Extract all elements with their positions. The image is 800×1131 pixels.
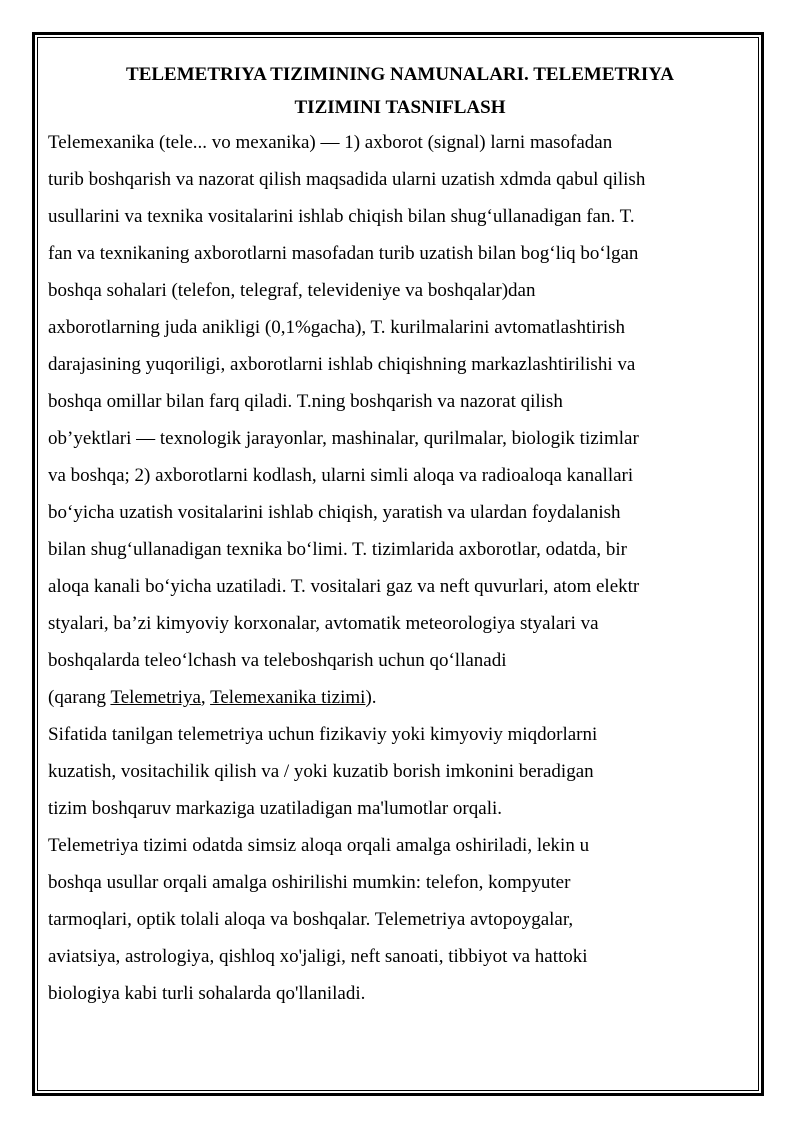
- text-line: boshqa omillar bilan farq qiladi. T.ning boshqarish va nazorat qilish: [48, 391, 563, 412]
- text-line: bilan shug‘ullanadigan texnika bo‘limi. T. tizimlarida axborotlar, odatda, bir: [48, 539, 627, 560]
- text-line: aviatsiya, astrologiya, qishloq xo'jaligi, neft sanoati, tibbiyot va hattoki: [48, 946, 588, 967]
- text-line: ob’yektlari — texnologik jarayonlar, mashinalar, qurilmalar, biologik tizimlar: [48, 428, 639, 449]
- text-line: boshqa sohalari (telefon, telegraf, televideniye va boshqalar)dan: [48, 280, 536, 301]
- title-line-2: TIZIMINI TASNIFLASH: [294, 97, 506, 118]
- title-line-1: TELEMETRIYA TIZIMINING NAMUNALARI. TELEMETRIYA: [126, 64, 674, 85]
- text-line: biologiya kabi turli sohalarda qo'llaniladi.: [48, 983, 366, 1004]
- text-line: boshqa usullar orqali amalga oshirilishi mumkin: telefon, kompyuter: [48, 872, 571, 893]
- reference-separator: ,: [200, 687, 211, 708]
- text-line: usullarini va texnika vositalarini ishlab chiqish bilan shug‘ullanadigan fan. T.: [48, 206, 635, 227]
- paragraph-telemetriya-usage: [48, 827, 752, 1012]
- text-line: tizim boshqaruv markaziga uzatiladigan ma'lumotlar orqali.: [48, 798, 502, 819]
- text-line: bo‘yicha uzatish vositalarini ishlab chiqish, yaratish va ulardan foydalanish: [48, 502, 621, 523]
- document-title: [48, 58, 752, 124]
- paragraph-telemexanika: [48, 124, 752, 716]
- reference-line: [48, 679, 752, 716]
- document-body: [48, 58, 752, 1012]
- text-line: aloqa kanali bo‘yicha uzatiladi. T. vositalari gaz va neft quvurlari, atom elektr: [48, 576, 640, 597]
- text-line: darajasining yuqoriligi, axborotlarni ishlab chiqishning markazlashtirilishi va: [48, 354, 636, 375]
- reference-prefix: (qarang: [48, 687, 111, 708]
- text-line: Sifatida tanilgan telemetriya uchun fizikaviy yoki kimyoviy miqdorlarni: [48, 724, 598, 745]
- reference-suffix: ).: [365, 687, 377, 708]
- text-line: Telemexanika (tele... vo mexanika) — 1) axborot (signal) larni masofadan: [48, 132, 613, 153]
- text-line: fan va texnikaning axborotlarni masofadan turib uzatish bilan bog‘liq bo‘lgan: [48, 243, 639, 264]
- text-line: tarmoqlari, optik tolali aloqa va boshqalar. Telemetriya avtopoygalar,: [48, 909, 574, 930]
- text-line: styalari, ba’zi kimyoviy korxonalar, avtomatik meteorologiya styalari va: [48, 613, 599, 634]
- text-line: turib boshqarish va nazorat qilish maqsadida ularni uzatish xdmda qabul qilish: [48, 169, 646, 190]
- paragraph-telemetriya-definition: [48, 716, 752, 827]
- link-telemetriya[interactable]: Telemetriya: [110, 687, 201, 708]
- text-line: axborotlarning juda anikligi (0,1%gacha), T. kurilmalarini avtomatlashtirish: [48, 317, 626, 338]
- text-line: kuzatish, vositachilik qilish va / yoki kuzatib borish imkonini beradigan: [48, 761, 594, 782]
- text-line: va boshqa; 2) axborotlarni kodlash, ularni simli aloqa va radioaloqa kanallari: [48, 465, 634, 486]
- text-line: boshqalarda teleo‘lchash va teleboshqarish uchun qo‘llanadi: [48, 650, 507, 671]
- link-telemexanika-tizimi[interactable]: Telemexanika tizimi: [210, 687, 366, 708]
- text-line: Telemetriya tizimi odatda simsiz aloqa orqali amalga oshiriladi, lekin u: [48, 835, 590, 856]
